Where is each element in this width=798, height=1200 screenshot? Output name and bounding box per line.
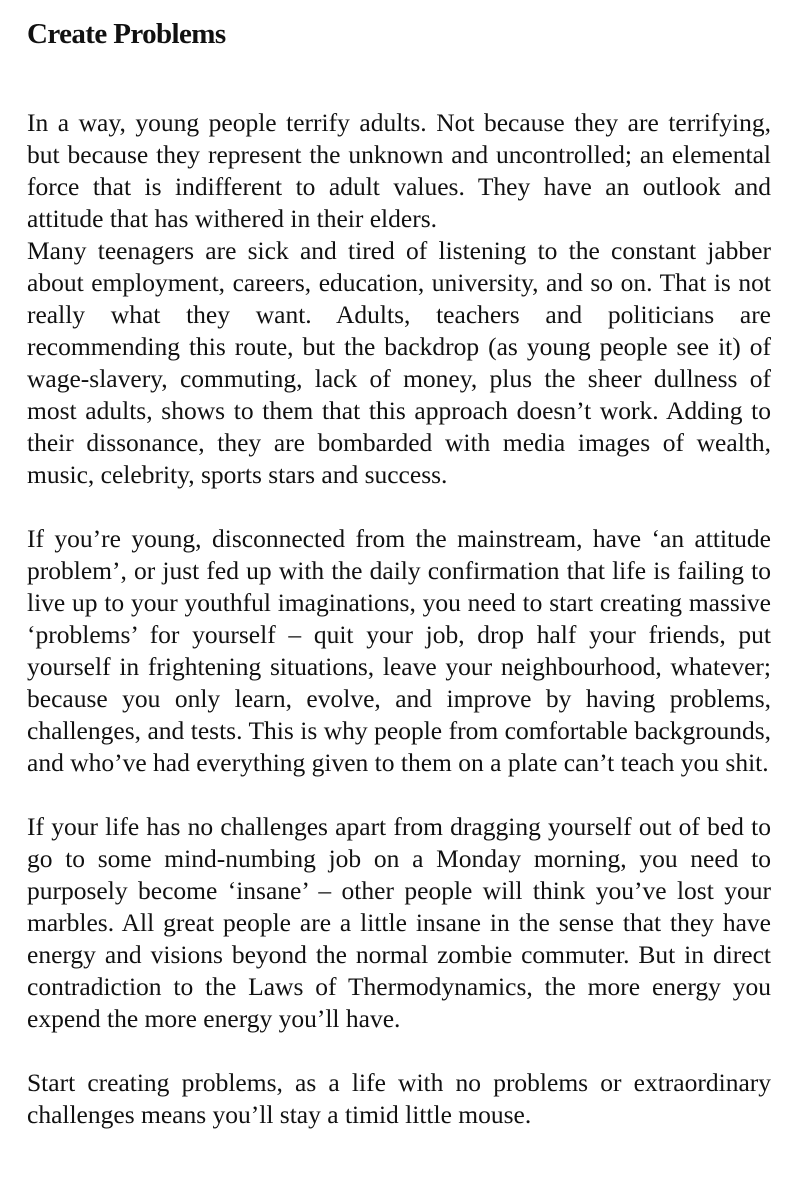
- paragraph-5: Start creating problems, as a life with no problems or extraordinary challenges means you’ll stay a timid little mouse.: [27, 1068, 771, 1129]
- paragraph-3: If you’re young, disconnected from the mainstream, have ‘an attitude problem’, or just fed up with the daily confirmation that life is failing to live up to your youthful imaginations, you need to start creating massive ‘problems’ for yourself – quit your job, drop half your friends, put yourself in frightening situations, leave your neighbourhood, whatever; because you only learn, evolve, and improve by having problems, challenges, and tests. This is why people from comfortable backgrounds, and who’ve had everything given to them on a plate can’t teach you shit.: [27, 524, 771, 777]
- paragraph-4: If your life has no challenges apart from dragging yourself out of bed to go to some mind-numbing job on a Monday morning, you need to purposely become ‘insane’ – other people will think you’ve lost your marbles. All great people are a little insane in the sense that they have energy and visions beyond the normal zombie commuter. But in direct contradiction to the Laws of Thermodynamics, the more energy you expend the more energy you’ll have.: [27, 812, 771, 1033]
- page-title: Create Problems: [27, 18, 226, 50]
- paragraph-2: Many teenagers are sick and tired of listening to the constant jabber about employment, careers, education, university, and so on. That is not really what they want. Adults, teachers and politicians are recommending this route, but the backdrop (as young people see it) of wage-slavery, commuting, lack of money, plus the sheer dullness of most adults, shows to them that this approach doesn’t work. Adding to their dissonance, they are bombarded with media images of wealth, music, celebrity, sports stars and success.: [27, 236, 771, 489]
- paragraph-1: In a way, young people terrify adults. Not because they are terrifying, but because they represent the unknown and uncontrolled; an elemental force that is indifferent to adult values. They have an outlook and attitude that has withered in their elders.: [27, 108, 771, 233]
